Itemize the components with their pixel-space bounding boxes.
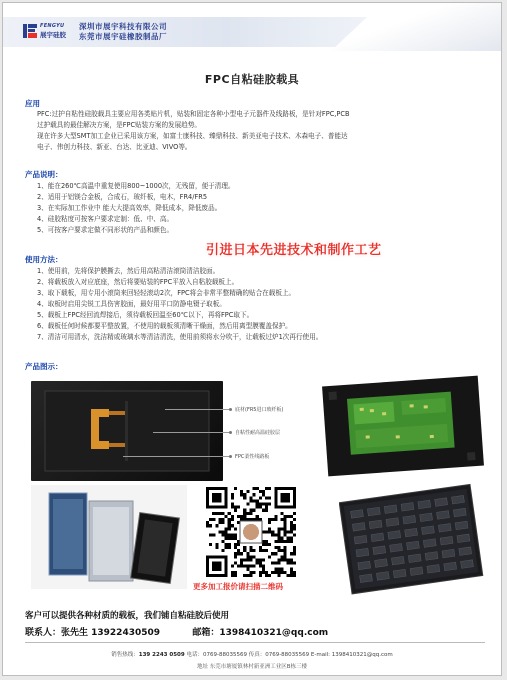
list-item: 4、取板时启用尖锐工具伤害胶面，最好用平口防静电镊子取板。 — [37, 300, 226, 308]
other-contacts: 电话：0769-88035569 传真：0769-88035569 E-mail: 1398410321@qq.com — [186, 652, 393, 658]
plates-illustration — [31, 485, 187, 589]
footer-note: 客户可以提供各种材质的载板，我们铺自粘硅胶后使用 — [25, 611, 230, 621]
list-item: 7、清洁可用清水，洗洁精或玻璃水等清洁清洗，使用前须将水分吹干，让载板过炉1次再行使用。 — [37, 333, 323, 341]
callout-dot — [229, 431, 232, 434]
pcb-carrier-photo — [322, 376, 484, 477]
sales-label: 销售热线： — [111, 652, 139, 658]
usage-heading: 使用方法： — [25, 255, 63, 264]
application-line: 现在许多大型SMT加工企业已采用该方案，如富士康科技、臻鼎科技、新美亚电子技术、木森电子、普能达 — [37, 132, 348, 140]
logo-text-en: FENGYU — [40, 23, 65, 29]
description-list — [37, 181, 485, 236]
carrier-trays-illustration — [339, 483, 485, 595]
application-line: 过护载具的最佳解决方案，是FPC贴装方案的发展趋势。 — [37, 121, 202, 129]
footer-contact — [25, 625, 328, 638]
callout-fpc: FPC柔性线路板 — [235, 454, 270, 460]
list-item: 4、硅胶粘度可按客户要求定制：低、中、高。 — [37, 215, 174, 223]
application-heading: 应用 — [25, 99, 40, 108]
sales-phone: 139 2243 0509 — [138, 652, 185, 658]
callout-dot — [229, 455, 232, 458]
callout-base-material: 底材(FR5进口玻纤板) — [235, 407, 284, 413]
images-heading: 产品图示： — [25, 362, 63, 371]
pcb-illustration — [322, 376, 484, 477]
fpc-carrier-photo — [31, 381, 223, 481]
footer-address: 地址 东莞市塘厦镇林村新亚洲工业区B栋三楼 — [196, 664, 308, 670]
qr-caption: 更多加工报价请扫描二维码 — [193, 582, 283, 591]
callout-line — [153, 432, 231, 433]
footer-hotlines — [3, 650, 501, 658]
callout-dot — [229, 408, 232, 411]
application-line: PFC:过护自粘性硅胶载具主要应用各类贴片机，贴装和固定各种小型电子元器件及线路板，是针对FPC,PCB — [37, 110, 350, 118]
qr-code[interactable] — [206, 487, 296, 577]
company-names — [79, 22, 167, 42]
list-item: 3、取下载板，用专用小滚筒来回轻轻滚动2次，FPC将会非常平整精确的贴合在载板上。 — [37, 289, 296, 297]
list-item: 1、能在260℃高温中重复使用800~1000次，无残留，便于清理。 — [37, 182, 235, 190]
document-title: FPC自粘硅胶载具 — [204, 73, 300, 86]
carrier-trays-photo — [339, 483, 485, 595]
usage-list — [37, 266, 485, 343]
callout-silicone-layer: 自粘性耐高温硅胶层 — [235, 430, 281, 436]
application-text — [37, 109, 485, 153]
header-wedge — [331, 3, 501, 51]
company-name-dongguan: 东莞市展宇硅橡胶制品厂 — [79, 32, 167, 41]
technology-slogan: 引进日本先进技术和制作工艺 — [206, 243, 382, 258]
company-logo — [23, 23, 69, 41]
brochure-page — [2, 2, 502, 676]
fpc-carrier-illustration — [31, 381, 223, 481]
contact-person: 联系人：张先生 13922430509 — [25, 628, 161, 638]
logo-text-cn: 展宇硅胶 — [40, 31, 66, 39]
contact-email[interactable]: 邮箱：1398410321@qq.com — [192, 628, 329, 638]
letterhead — [3, 3, 501, 51]
logo-mark-icon — [23, 23, 37, 39]
qr-code-icon — [206, 487, 296, 577]
list-item: 1、使用前，先将保护膜撕去，然后用高粘清洁滚筒清洁胶面。 — [37, 267, 220, 275]
company-name-shenzhen: 深圳市展宇科技有限公司 — [79, 22, 167, 31]
list-item: 3、在实际加工作业中 能大大提高效率，降低成本，降低废品。 — [37, 204, 222, 212]
application-line: 电子、伟创力科技、新亚、台达、比亚迪、VIVO等。 — [37, 143, 192, 151]
list-item: 5、可按客户要求定做不同形状的产品和颜色。 — [37, 226, 174, 234]
callout-line — [165, 409, 231, 410]
callout-line — [123, 456, 231, 457]
list-item: 2、将载板放入对应底座，然后将要贴装的FPC平放入自粘胶载板上。 — [37, 278, 239, 286]
footer-divider — [25, 642, 485, 643]
list-item: 2、适用于铝镁合金板，合成石，玻纤板，电木，FR4/FR5 — [37, 193, 208, 201]
list-item: 5、载板上FPC经回流焊接后，须待载板回温至60℃以下，再将FPC取下。 — [37, 311, 254, 319]
description-heading: 产品说明： — [25, 170, 63, 179]
plates-photo — [31, 485, 187, 589]
list-item: 6、载板任何时候都要平整放置，不使用的载板须清晰干燥面，然后用离型膜覆盖保护。 — [37, 322, 292, 330]
